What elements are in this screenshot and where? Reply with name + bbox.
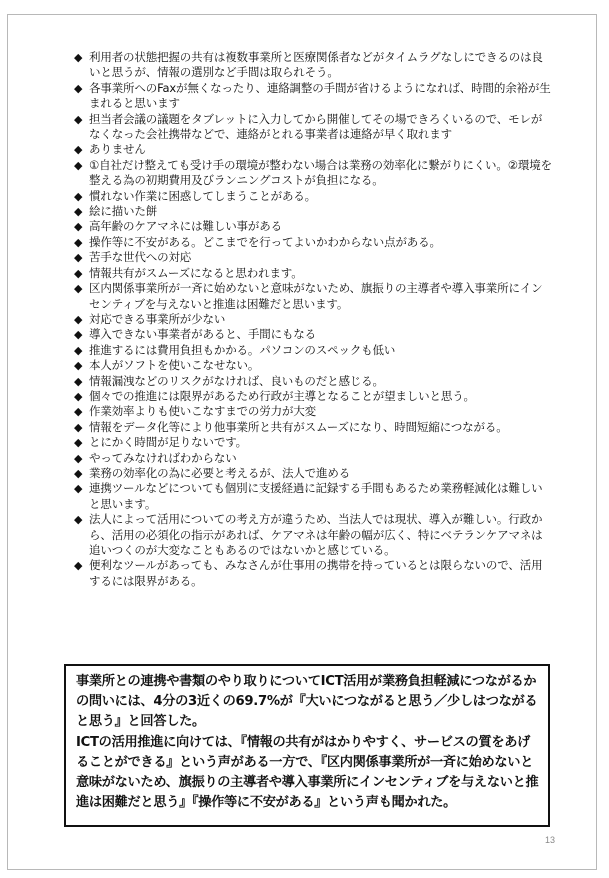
comment-text: 各事業所へのFaxが無くなったり、連絡調整の手間が省けるようになれば、時間的余裕が生まれると思います [89,80,551,111]
diamond-bullet-icon: ◆ [74,389,83,403]
comment-text: 法人によって活用についての考え方が違うため、当法人では現状、導入が難しい。行政から、活用の必須化の指示があれば、ケアマネは年齢の幅が広く、特にベテランケアマネは追いつくのが大変なこともあるのではないかと感じている。 [89,512,543,557]
diamond-bullet-icon: ◆ [74,189,83,203]
diamond-bullet-icon: ◆ [74,451,83,465]
diamond-bullet-icon: ◆ [74,359,83,373]
comment-text: 操作等に不安がある。どこまでを行ってよいかわからない点がある。 [89,234,441,249]
diamond-bullet-icon: ◆ [74,81,83,95]
comment-text: ①自社だけ整えても受け手の環境が整わない場合は業務の効率化に繋がりにくい。②環境を整える為の初期費用及びランニングコストが負担になる。 [89,157,552,188]
page-number: 13 [545,835,556,845]
diamond-bullet-icon: ◆ [74,251,83,265]
comment-text: 対応できる事業所が少ない [89,311,226,326]
diamond-bullet-icon: ◆ [74,235,83,249]
diamond-bullet-icon: ◆ [74,513,83,527]
summary-box [64,664,550,827]
comment-item [74,466,552,481]
comment-text: 情報漏洩などのリスクがなければ、良いものだと感じる。 [89,373,384,388]
comment-text: 慣れない作業に困惑してしまうことがある。 [89,188,316,203]
summary-paragraph-1: 事業所との連携や書類のやり取りについてICT活用が業務負担軽減につながるかの問いには、4分の3近くの69.7%が『大いにつながると思う／少しはつながると思う』と回答した。 [76,674,538,730]
comment-item [74,451,552,466]
comment-text: 高年齢のケアマネには難しい事がある [89,219,282,234]
comment-item [74,50,552,81]
diamond-bullet-icon: ◆ [74,343,83,357]
comment-item [74,112,552,143]
comment-item [74,312,552,327]
comment-item [74,420,552,435]
comment-text: 推進するには費用負担もかかる。パソコンのスペックも低い [89,342,396,357]
diamond-bullet-icon: ◆ [74,312,83,326]
comment-text: 連携ツールなどについても個別に支援経過に記録する手間もあるため業務軽減化は難しいと思います。 [89,481,543,511]
diamond-bullet-icon: ◆ [74,420,83,434]
comment-item [74,189,552,204]
comment-item [74,81,552,112]
comment-item [74,374,552,389]
diamond-bullet-icon: ◆ [74,282,83,296]
comment-text: 苦手な世代への対応 [89,250,192,265]
comment-text: 絵に描いた餅 [89,204,158,219]
comment-text: 本人がソフトを使いこなせない。 [89,358,260,373]
diamond-bullet-icon: ◆ [74,405,83,419]
comment-item [74,281,552,312]
comment-item [74,158,552,189]
comment-item [74,358,552,373]
diamond-bullet-icon: ◆ [74,482,83,496]
comment-item [74,235,552,250]
comment-item [74,481,552,512]
diamond-bullet-icon: ◆ [74,51,83,64]
diamond-bullet-icon: ◆ [74,143,83,157]
comment-item [74,142,552,157]
comment-item [74,404,552,419]
diamond-bullet-icon: ◆ [74,466,83,480]
summary-paragraph-2: ICTの活用推進に向けては、『情報の共有がはかりやすく、サービスの質をあげることができる』という声がある一方で、『区内関係事業所が一斉に始めないと意味がないため、旗振りの主導者や導入事業所にインセンティブを与えないと推進は困難だと思う』『操作等に不安がある』という声も聞かれた。 [76,734,539,811]
comment-text: 導入できない事業者があると、手間にもなる [89,327,316,342]
comment-item [74,558,552,589]
diamond-bullet-icon: ◆ [74,112,83,126]
comment-text: 区内関係事業所が一斉に始めないと意味がないため、旗振りの主導者や導入事業所にインセンティブを与えないと推進は困難だと思います。 [89,281,543,311]
diamond-bullet-icon: ◆ [74,158,83,172]
comment-item [74,250,552,265]
diamond-bullet-icon: ◆ [74,436,83,450]
diamond-bullet-icon: ◆ [74,328,83,342]
comment-text: 作業効率よりも使いこなすまでの労力が大変 [89,404,316,419]
comment-item [74,219,552,234]
comment-text: 業務の効率化の為に必要と考えるが、法人で進める [89,465,351,480]
comment-text: 便利なツールがあっても、みなさんが仕事用の携帯を持っているとは限らないので、活用するには限界がある。 [89,558,543,588]
comment-item [74,327,552,342]
diamond-bullet-icon: ◆ [74,266,83,280]
comment-text: 個々での推進には限界があるため行政が主導となることが望ましいと思う。 [89,388,475,403]
comment-text: やってみなければわからない [89,450,237,465]
comment-item [74,266,552,281]
comment-item [74,389,552,404]
comment-text: 担当者会議の議題をタブレットに入力してから開催してその場できろくいるので、モレがなくなった会社携帯などで、連絡がとれる事業者は連絡が早く取れます [89,111,543,142]
diamond-bullet-icon: ◆ [74,559,83,573]
comment-text: 情報をデータ化等により他事業所と共有がスムーズになり、時間短縮につながる。 [89,419,508,434]
comment-text: とにかく時間が足りないです。 [89,435,247,450]
diamond-bullet-icon: ◆ [74,220,83,234]
diamond-bullet-icon: ◆ [74,205,83,219]
comment-text: ありません [89,142,146,157]
comment-item [74,435,552,450]
diamond-bullet-icon: ◆ [74,374,83,388]
comment-item [74,204,552,219]
comment-item [74,343,552,358]
comment-item [74,512,552,558]
comment-text: 情報共有がスムーズになると思われます。 [89,265,303,280]
comment-text: 利用者の状態把握の共有は複数事業所と医療関係者などがタイムラグなしにできるのは良いと思うが、情報の選別など手間は取られそう。 [89,50,543,80]
comment-list [74,50,552,589]
